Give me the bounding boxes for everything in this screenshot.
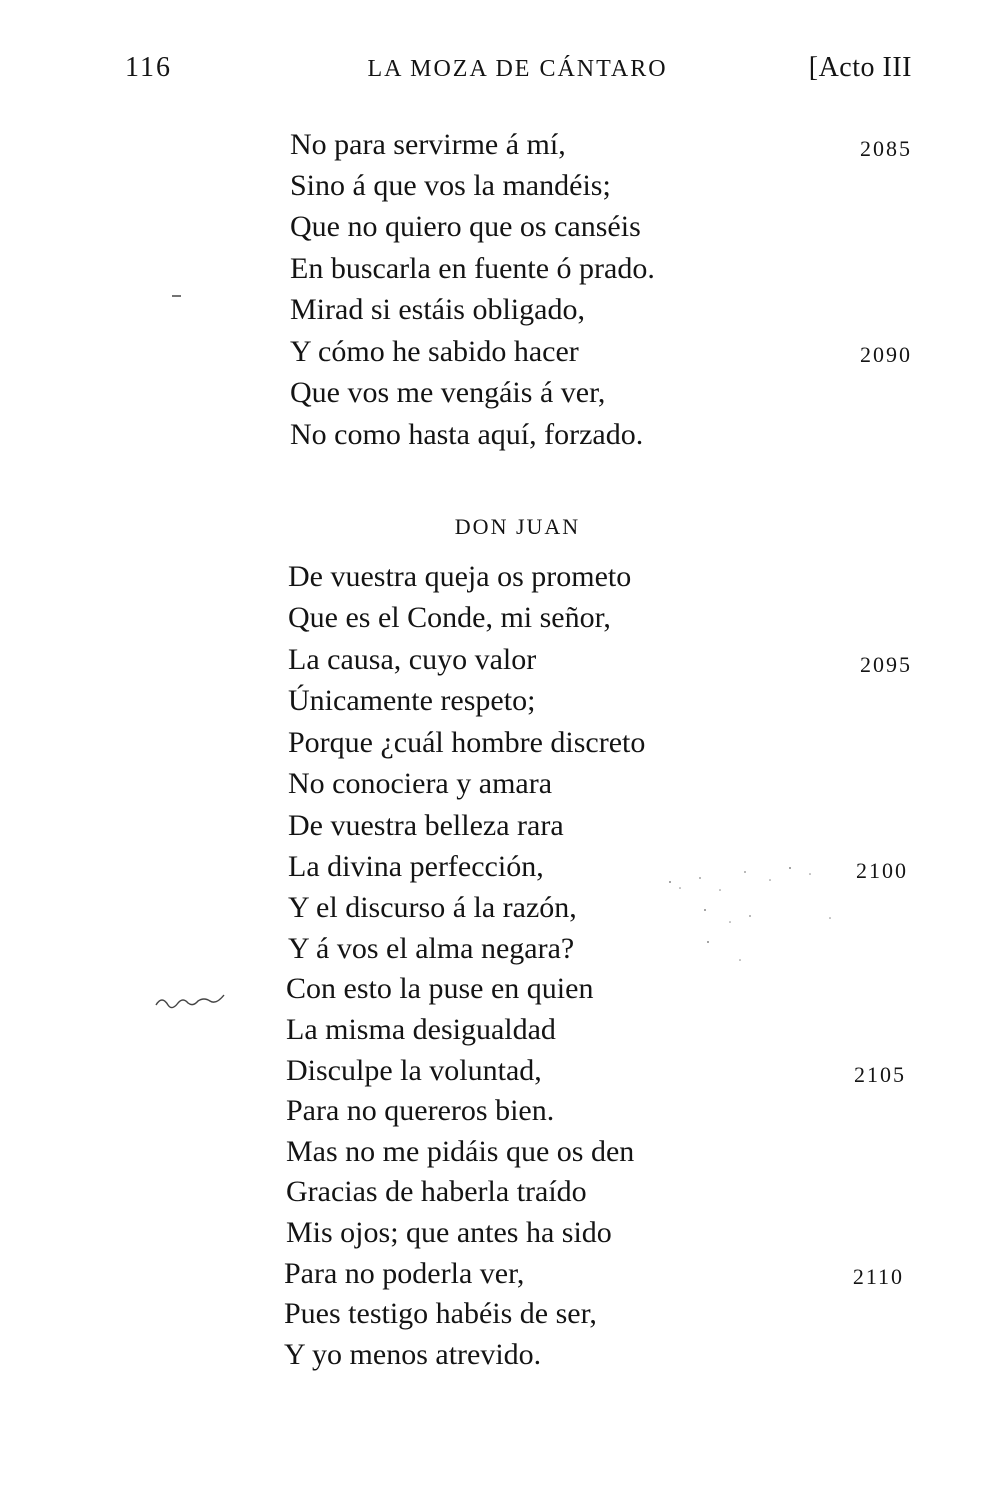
verse-line: Para no quereros bien. <box>286 1094 555 1127</box>
verse-line: Gracias de haberla traído <box>286 1175 587 1208</box>
verse-line: La misma desigualdad <box>286 1013 556 1046</box>
verse-line: Para no poderla ver, <box>284 1257 525 1290</box>
verse-line: Disculpe la voluntad, <box>286 1054 542 1087</box>
page-number: 116 <box>125 52 172 83</box>
verse-line: Y el discurso á la razón, <box>288 891 577 924</box>
running-title: LA MOZA DE CÁNTARO <box>367 56 668 82</box>
line-number: 2110 <box>852 1264 904 1289</box>
verse-line: Que es el Conde, mi señor, <box>288 601 611 634</box>
margin-scribble-icon <box>150 985 240 1015</box>
verse-line: Sino á que vos la mandéis; <box>290 169 611 202</box>
verse-line: Pues testigo habéis de ser, <box>284 1297 597 1330</box>
verse-line: Porque ¿cuál hombre discreto <box>288 726 646 759</box>
line-number: 2095 <box>860 652 912 677</box>
verse-line: No para servirme á mí, <box>290 128 566 161</box>
verse-line: De vuestra queja os prometo <box>288 560 632 593</box>
verse-line: Y cómo he sabido hacer <box>290 335 579 368</box>
verse-line: Con esto la puse en quien <box>286 972 594 1005</box>
speaker-name: DON JUAN <box>454 514 581 539</box>
verse-line: No como hasta aquí, forzado. <box>290 418 644 451</box>
line-number: 2085 <box>860 136 912 161</box>
verse-line: Mis ojos; que antes ha sido <box>286 1216 612 1249</box>
verse-line: Que no quiero que os canséis <box>290 210 641 243</box>
verse-line: La divina perfección, <box>288 850 544 883</box>
verse-line: Únicamente respeto; <box>288 684 536 717</box>
page-header <box>0 52 1000 92</box>
line-number: 2090 <box>860 342 912 367</box>
verse-line: Mas no me pidáis que os den <box>286 1135 635 1168</box>
act-label: [Acto III <box>808 52 912 83</box>
verse-line: De vuestra belleza rara <box>288 809 564 842</box>
verse-line: La causa, cuyo valor <box>288 643 537 676</box>
verse-line: Que vos me vengáis á ver, <box>290 376 606 409</box>
verse-line: No conociera y amara <box>288 767 553 800</box>
line-number: 2100 <box>856 858 908 883</box>
verse-line: Mirad si estáis obligado, <box>290 293 585 326</box>
verse-line: En buscarla en fuente ó prado. <box>290 252 655 285</box>
margin-dash-icon <box>170 292 184 300</box>
verse-line: Y yo menos atrevido. <box>284 1338 542 1371</box>
scan-speckle-icon <box>650 850 850 970</box>
verse-line: Y á vos el alma negara? <box>288 932 575 965</box>
line-number: 2105 <box>854 1062 906 1087</box>
